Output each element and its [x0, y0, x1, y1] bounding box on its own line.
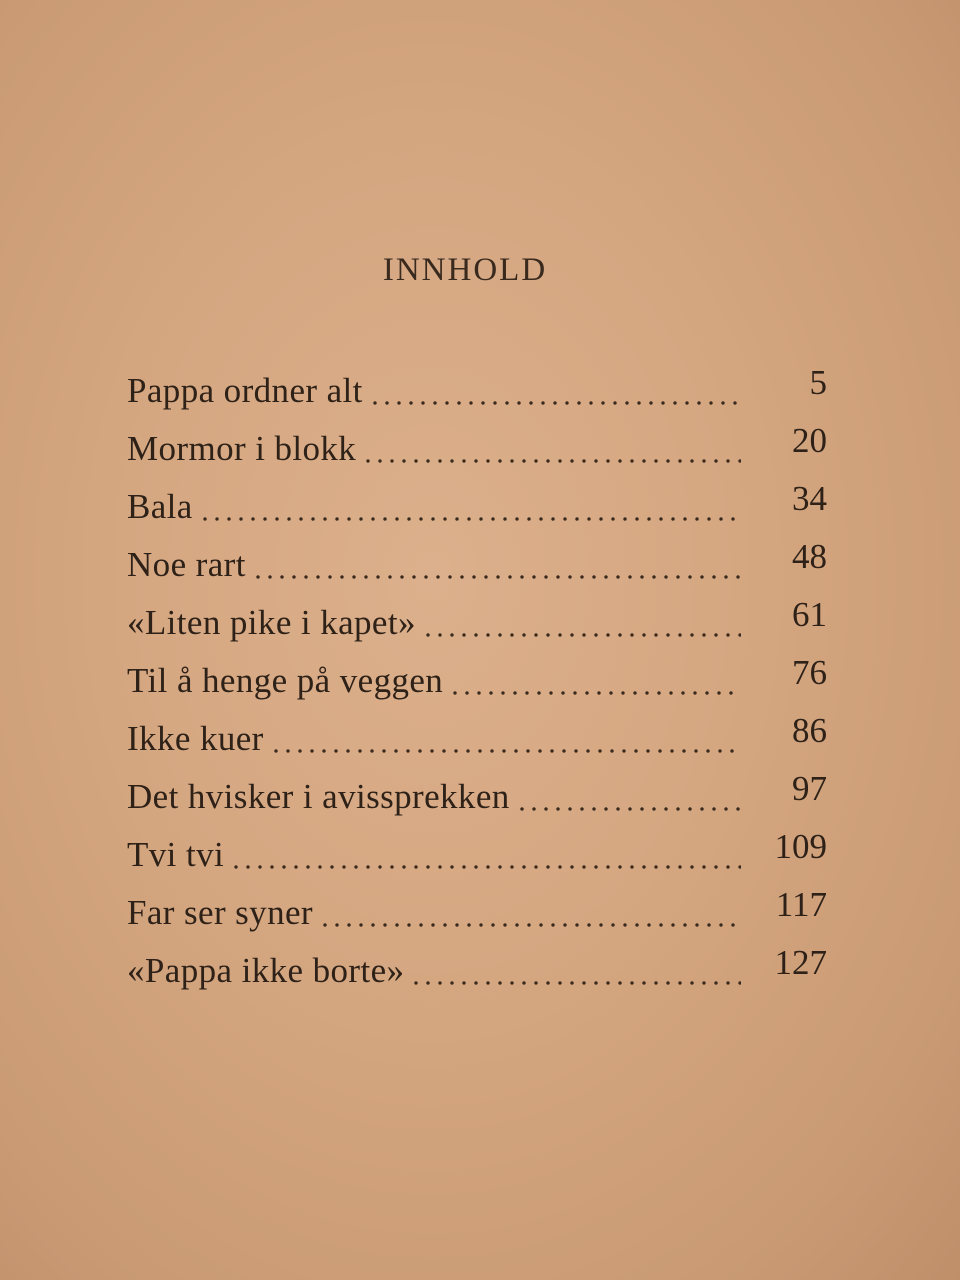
dot-leader [516, 806, 741, 812]
table-of-contents [127, 362, 827, 1000]
toc-entry-page: 109 [774, 827, 827, 866]
toc-entry-title: Mormor i blokk [127, 429, 357, 468]
dot-leader [449, 690, 741, 696]
toc-entry-page: 76 [792, 653, 827, 692]
toc-entry-title: Far ser syner [127, 893, 313, 932]
toc-entry-page: 86 [792, 711, 827, 750]
toc-entry-title: Pappa ordner alt [127, 371, 363, 410]
dot-leader [369, 400, 741, 406]
toc-entry-page: 34 [792, 479, 827, 518]
toc-entry [127, 826, 827, 884]
toc-entry [127, 594, 827, 652]
toc-entry-page: 20 [792, 421, 827, 460]
toc-entry [127, 768, 827, 826]
toc-entry [127, 942, 827, 1000]
toc-entry-page: 48 [792, 537, 827, 576]
toc-entry-title: Tvi tvi [127, 835, 225, 874]
toc-entry [127, 652, 827, 710]
toc-entry [127, 884, 827, 942]
toc-entry-page: 117 [775, 885, 827, 924]
toc-entry-title: Ikke kuer [127, 719, 264, 758]
toc-entry-title: Noe rart [127, 545, 246, 584]
toc-entry [127, 362, 827, 420]
toc-entry [127, 420, 827, 478]
dot-leader [252, 574, 741, 580]
toc-entry-title: «Pappa ikke borte» [127, 951, 405, 990]
dot-leader [270, 748, 741, 754]
toc-entry-page: 61 [792, 595, 827, 634]
dot-leader [230, 864, 741, 870]
dot-leader [319, 922, 741, 928]
toc-entry-title: Det hvisker i avissprekken [127, 777, 510, 816]
dot-leader [422, 632, 741, 638]
toc-entry-title: Til å henge på veggen [127, 661, 444, 700]
toc-entry-page: 127 [774, 943, 827, 982]
toc-entry-page: 5 [809, 363, 827, 402]
page-title: INNHOLD [382, 252, 548, 288]
toc-entry-page: 97 [792, 769, 827, 808]
toc-entry [127, 478, 827, 536]
toc-entry-title: Bala [127, 487, 193, 526]
dot-leader [199, 516, 741, 522]
dot-leader [362, 458, 741, 464]
toc-entry-title: «Liten pike i kapet» [127, 603, 416, 642]
dot-leader [410, 980, 741, 986]
toc-entry [127, 710, 827, 768]
toc-entry [127, 536, 827, 594]
